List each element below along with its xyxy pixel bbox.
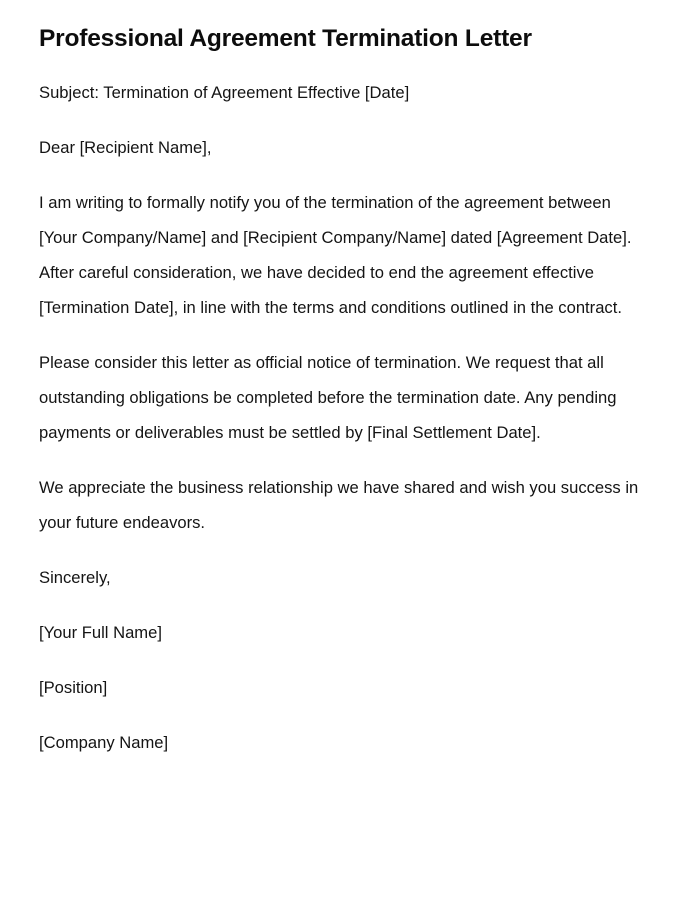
body-paragraph-3: We appreciate the business relationship we have shared and wish you success in your future endeavors. (39, 478, 639, 533)
page-title: Professional Agreement Termination Letter (39, 25, 532, 52)
signature-company: [Company Name] (39, 733, 169, 753)
signature-full-name: [Your Full Name] (39, 623, 162, 643)
subject-line: Subject: Termination of Agreement Effective [Date] (39, 83, 410, 103)
salutation: Dear [Recipient Name], (39, 138, 212, 158)
body-paragraph-2: Please consider this letter as official notice of termination. We request that all outstanding obligations be completed before the termination date. Any pending payments or deliverables must be settled by [Final Settlement Date]. (39, 353, 617, 443)
signature-position: [Position] (39, 678, 108, 698)
closing-salutation: Sincerely, (39, 568, 111, 588)
body-paragraph-1: I am writing to formally notify you of the termination of the agreement between [Your Company/Name] and [Recipient Company/Name] dated [Agreement Date]. After careful consideration, we have decided to end the agreement effective [Termination Date], in line with the terms and conditions outlined in the contract. (39, 193, 632, 318)
